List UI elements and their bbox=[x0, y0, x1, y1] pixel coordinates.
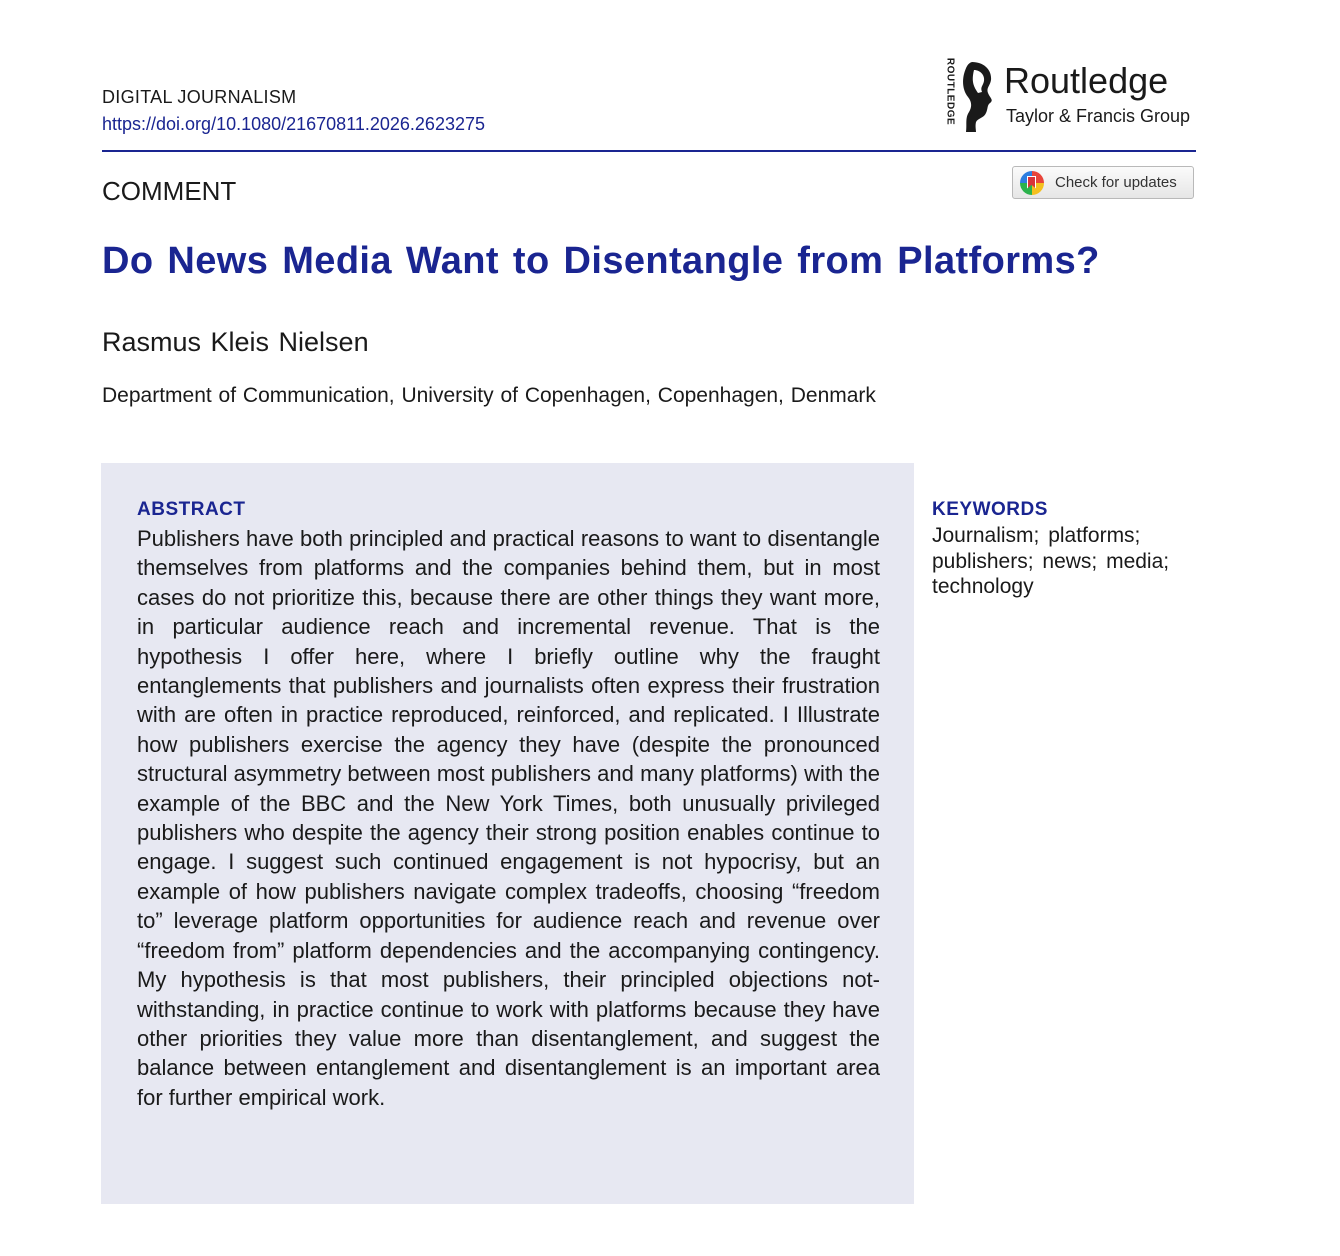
publisher-group: Taylor & Francis Group bbox=[1006, 106, 1191, 126]
publisher-logo[interactable] bbox=[938, 58, 1198, 134]
author-name: Rasmus Kleis Nielsen bbox=[102, 327, 369, 357]
crossmark-icon bbox=[1020, 171, 1044, 195]
publisher-name: Routledge bbox=[1004, 60, 1169, 101]
article-title: Do News Media Want to Disentangle from Platforms? bbox=[102, 240, 1100, 282]
abstract-heading: ABSTRACT bbox=[137, 499, 246, 520]
routledge-head-icon bbox=[958, 60, 998, 132]
publisher-vertical-label: ROUTLEDGE bbox=[944, 57, 956, 126]
header-divider bbox=[102, 150, 1196, 152]
keywords-heading: KEYWORDS bbox=[932, 499, 1048, 520]
keywords-list: Journalism; platforms; publishers; news; media; technology bbox=[932, 524, 1170, 598]
article-category: COMMENT bbox=[102, 176, 237, 206]
check-updates-label: Check for updates bbox=[1055, 174, 1177, 191]
doi-link[interactable]: https://doi.org/10.1080/21670811.2026.2623275 bbox=[102, 114, 486, 134]
abstract-text: Publishers have both principled and practical reasons to want to disentangle themselves from platforms and the companies behind them, but in most cases do not prioritize this, because there are other things they want more, in particular audience reach and incremental revenue. That is the hypothesis I offer here, where I briefly outline why the fraught entanglements that publishers and journalists often express their frustration with are often in practice reproduced, reinforced, and replicated. I Illustrate how publishers exercise the agency they have (despite the pronounced structural asymmetry between most publishers and many platforms) with the example of the BBC and the New York Times, both unusually privileged publishers who despite the agency their strong position enables continue to engage. I suggest such continued engagement is not hypocrisy, but an example of how publishers navigate complex tradeoffs, choosing “freedom to” leverage platform opportunities for audience reach and revenue over “freedom from” platform dependencies and the accompanying contingency. My hypothesis is that most publishers, their principled objections notwithstanding, in practice continue to work with platforms because they have other priorities they value more than disentanglement, and suggest the balance between entanglement and disentanglement is an important area for further empirical work. bbox=[137, 526, 880, 1110]
abstract-box bbox=[101, 463, 914, 1204]
author-affiliation: Department of Communication, University of Copenhagen, Copenhagen, Denmark bbox=[102, 384, 876, 407]
journal-name: DIGITAL JOURNALISM bbox=[102, 87, 297, 107]
check-updates-button[interactable] bbox=[1012, 166, 1194, 199]
